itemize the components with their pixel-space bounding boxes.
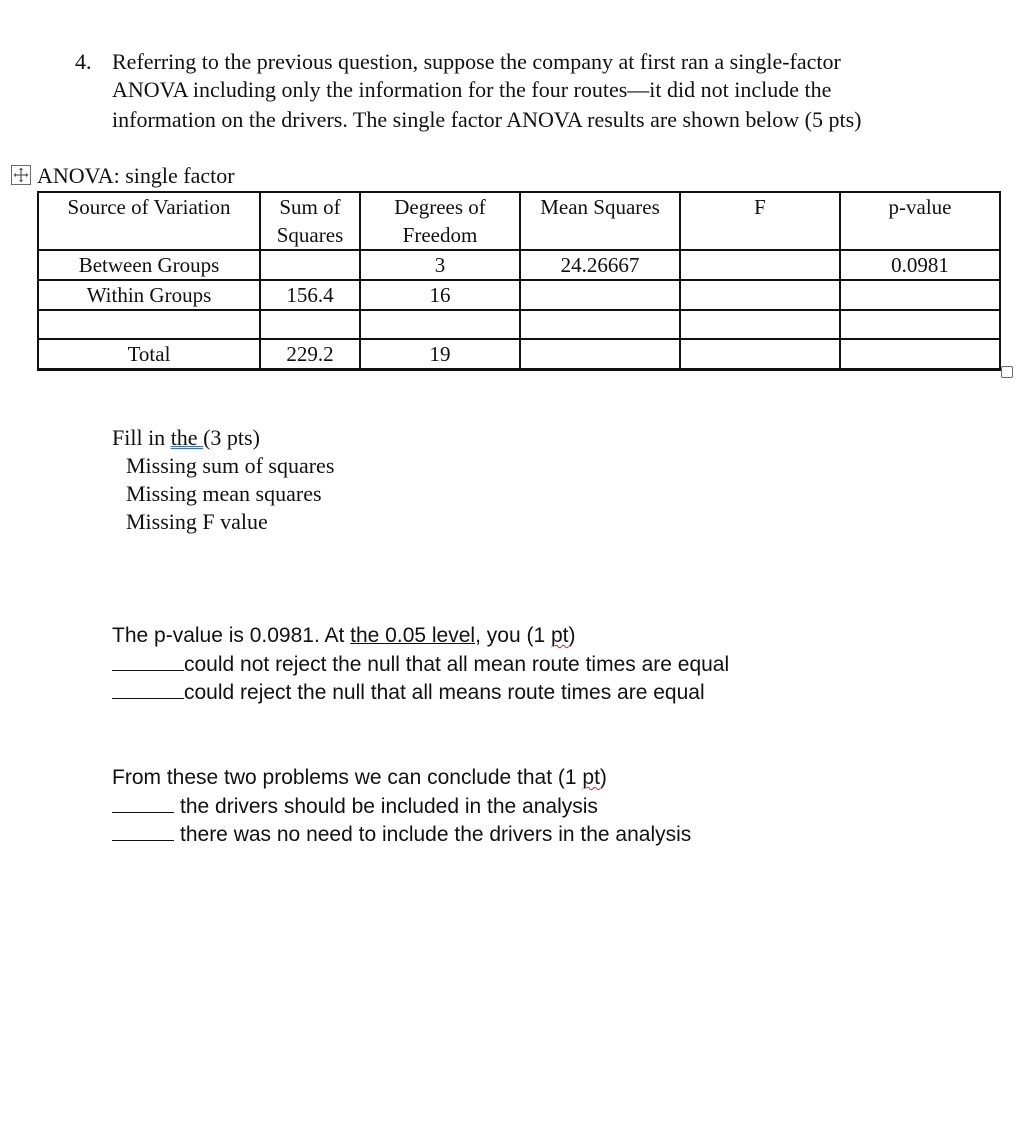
cell [680, 339, 840, 370]
question-line-1: Referring to the previous question, suppose the company at first ran a single-factor [112, 49, 841, 74]
cell[interactable] [520, 280, 680, 310]
conclusion-option-2[interactable] [112, 820, 691, 849]
cell: 3 [360, 250, 520, 280]
cell[interactable] [680, 250, 840, 280]
fill-in-item: Missing mean squares [126, 481, 322, 506]
table-row-empty [38, 310, 1000, 339]
cell [360, 310, 520, 339]
cell: 19 [360, 339, 520, 370]
conclusion-option-1[interactable] [112, 792, 598, 821]
pvalue-prompt-underlined: the 0.05 level [350, 624, 476, 647]
option-label: there was no need to include the drivers in the analysis [180, 823, 692, 846]
cell: 229.2 [260, 339, 360, 370]
pvalue-prompt-squiggle: pt [550, 624, 569, 647]
question-line-3: information on the drivers. The single factor ANOVA results are shown below (5 pts) [112, 107, 862, 132]
conclusion-prompt-post: ) [599, 766, 607, 789]
header-degrees-of-freedom: Degrees of Freedom [360, 192, 520, 250]
table-move-handle-icon[interactable] [11, 165, 31, 185]
anova-table [37, 191, 1001, 371]
cell [840, 280, 1000, 310]
cell [680, 310, 840, 339]
cell[interactable] [260, 250, 360, 280]
cell: 24.26667 [520, 250, 680, 280]
pvalue-prompt-pre: The p-value is 0.0981. At [112, 624, 351, 647]
answer-blank[interactable] [112, 792, 174, 813]
option-label: could reject the null that all means route times are equal [184, 681, 705, 704]
cell: 0.0981 [840, 250, 1000, 280]
question-line-2: ANOVA including only the information for the four routes—it did not include the [112, 77, 832, 102]
fill-in-heading-post: (3 pts) [203, 425, 260, 450]
fill-in-item: Missing F value [126, 509, 268, 534]
header-source: Source of Variation [38, 192, 260, 250]
cell [840, 339, 1000, 370]
header-mean-squares: Mean Squares [520, 192, 680, 250]
cell [680, 280, 840, 310]
table-row-between [38, 250, 1000, 280]
pvalue-option-2[interactable] [112, 678, 705, 707]
option-label: the drivers should be included in the analysis [180, 795, 598, 818]
cell [840, 310, 1000, 339]
header-p-value: p-value [840, 192, 1000, 250]
answer-blank[interactable] [112, 650, 184, 671]
question-number: 4. [75, 49, 92, 74]
fill-in-heading-pre: Fill in [112, 425, 171, 450]
cell: 16 [360, 280, 520, 310]
table-resize-handle[interactable] [1001, 366, 1013, 378]
cell [38, 310, 260, 339]
header-f: F [680, 192, 840, 250]
cell: Within Groups [38, 280, 260, 310]
conclusion-prompt [112, 764, 607, 792]
table-row-within [38, 280, 1000, 310]
table-caption: ANOVA: single factor [37, 163, 235, 188]
answer-blank[interactable] [112, 820, 174, 841]
cell: 156.4 [260, 280, 360, 310]
cell: Between Groups [38, 250, 260, 280]
answer-blank[interactable] [112, 678, 184, 699]
cell: Total [38, 339, 260, 370]
pvalue-prompt-post: ) [568, 624, 576, 647]
cell [260, 310, 360, 339]
conclusion-prompt-squiggle: pt [582, 766, 600, 789]
conclusion-prompt-pre: From these two problems we can conclude that (1 [112, 766, 583, 789]
table-header-row [38, 192, 1000, 250]
pvalue-prompt [112, 622, 575, 650]
cell [520, 310, 680, 339]
cell [520, 339, 680, 370]
fill-in-heading [112, 424, 260, 452]
pvalue-prompt-mid: , you (1 [475, 624, 551, 647]
pvalue-option-1[interactable] [112, 650, 729, 679]
option-label: could not reject the null that all mean route times are equal [184, 653, 730, 676]
header-sum-of-squares: Sum of Squares [260, 192, 360, 250]
fill-in-heading-underlined: the [170, 425, 204, 450]
fill-in-item: Missing sum of squares [126, 453, 335, 478]
table-row-total [38, 339, 1000, 370]
